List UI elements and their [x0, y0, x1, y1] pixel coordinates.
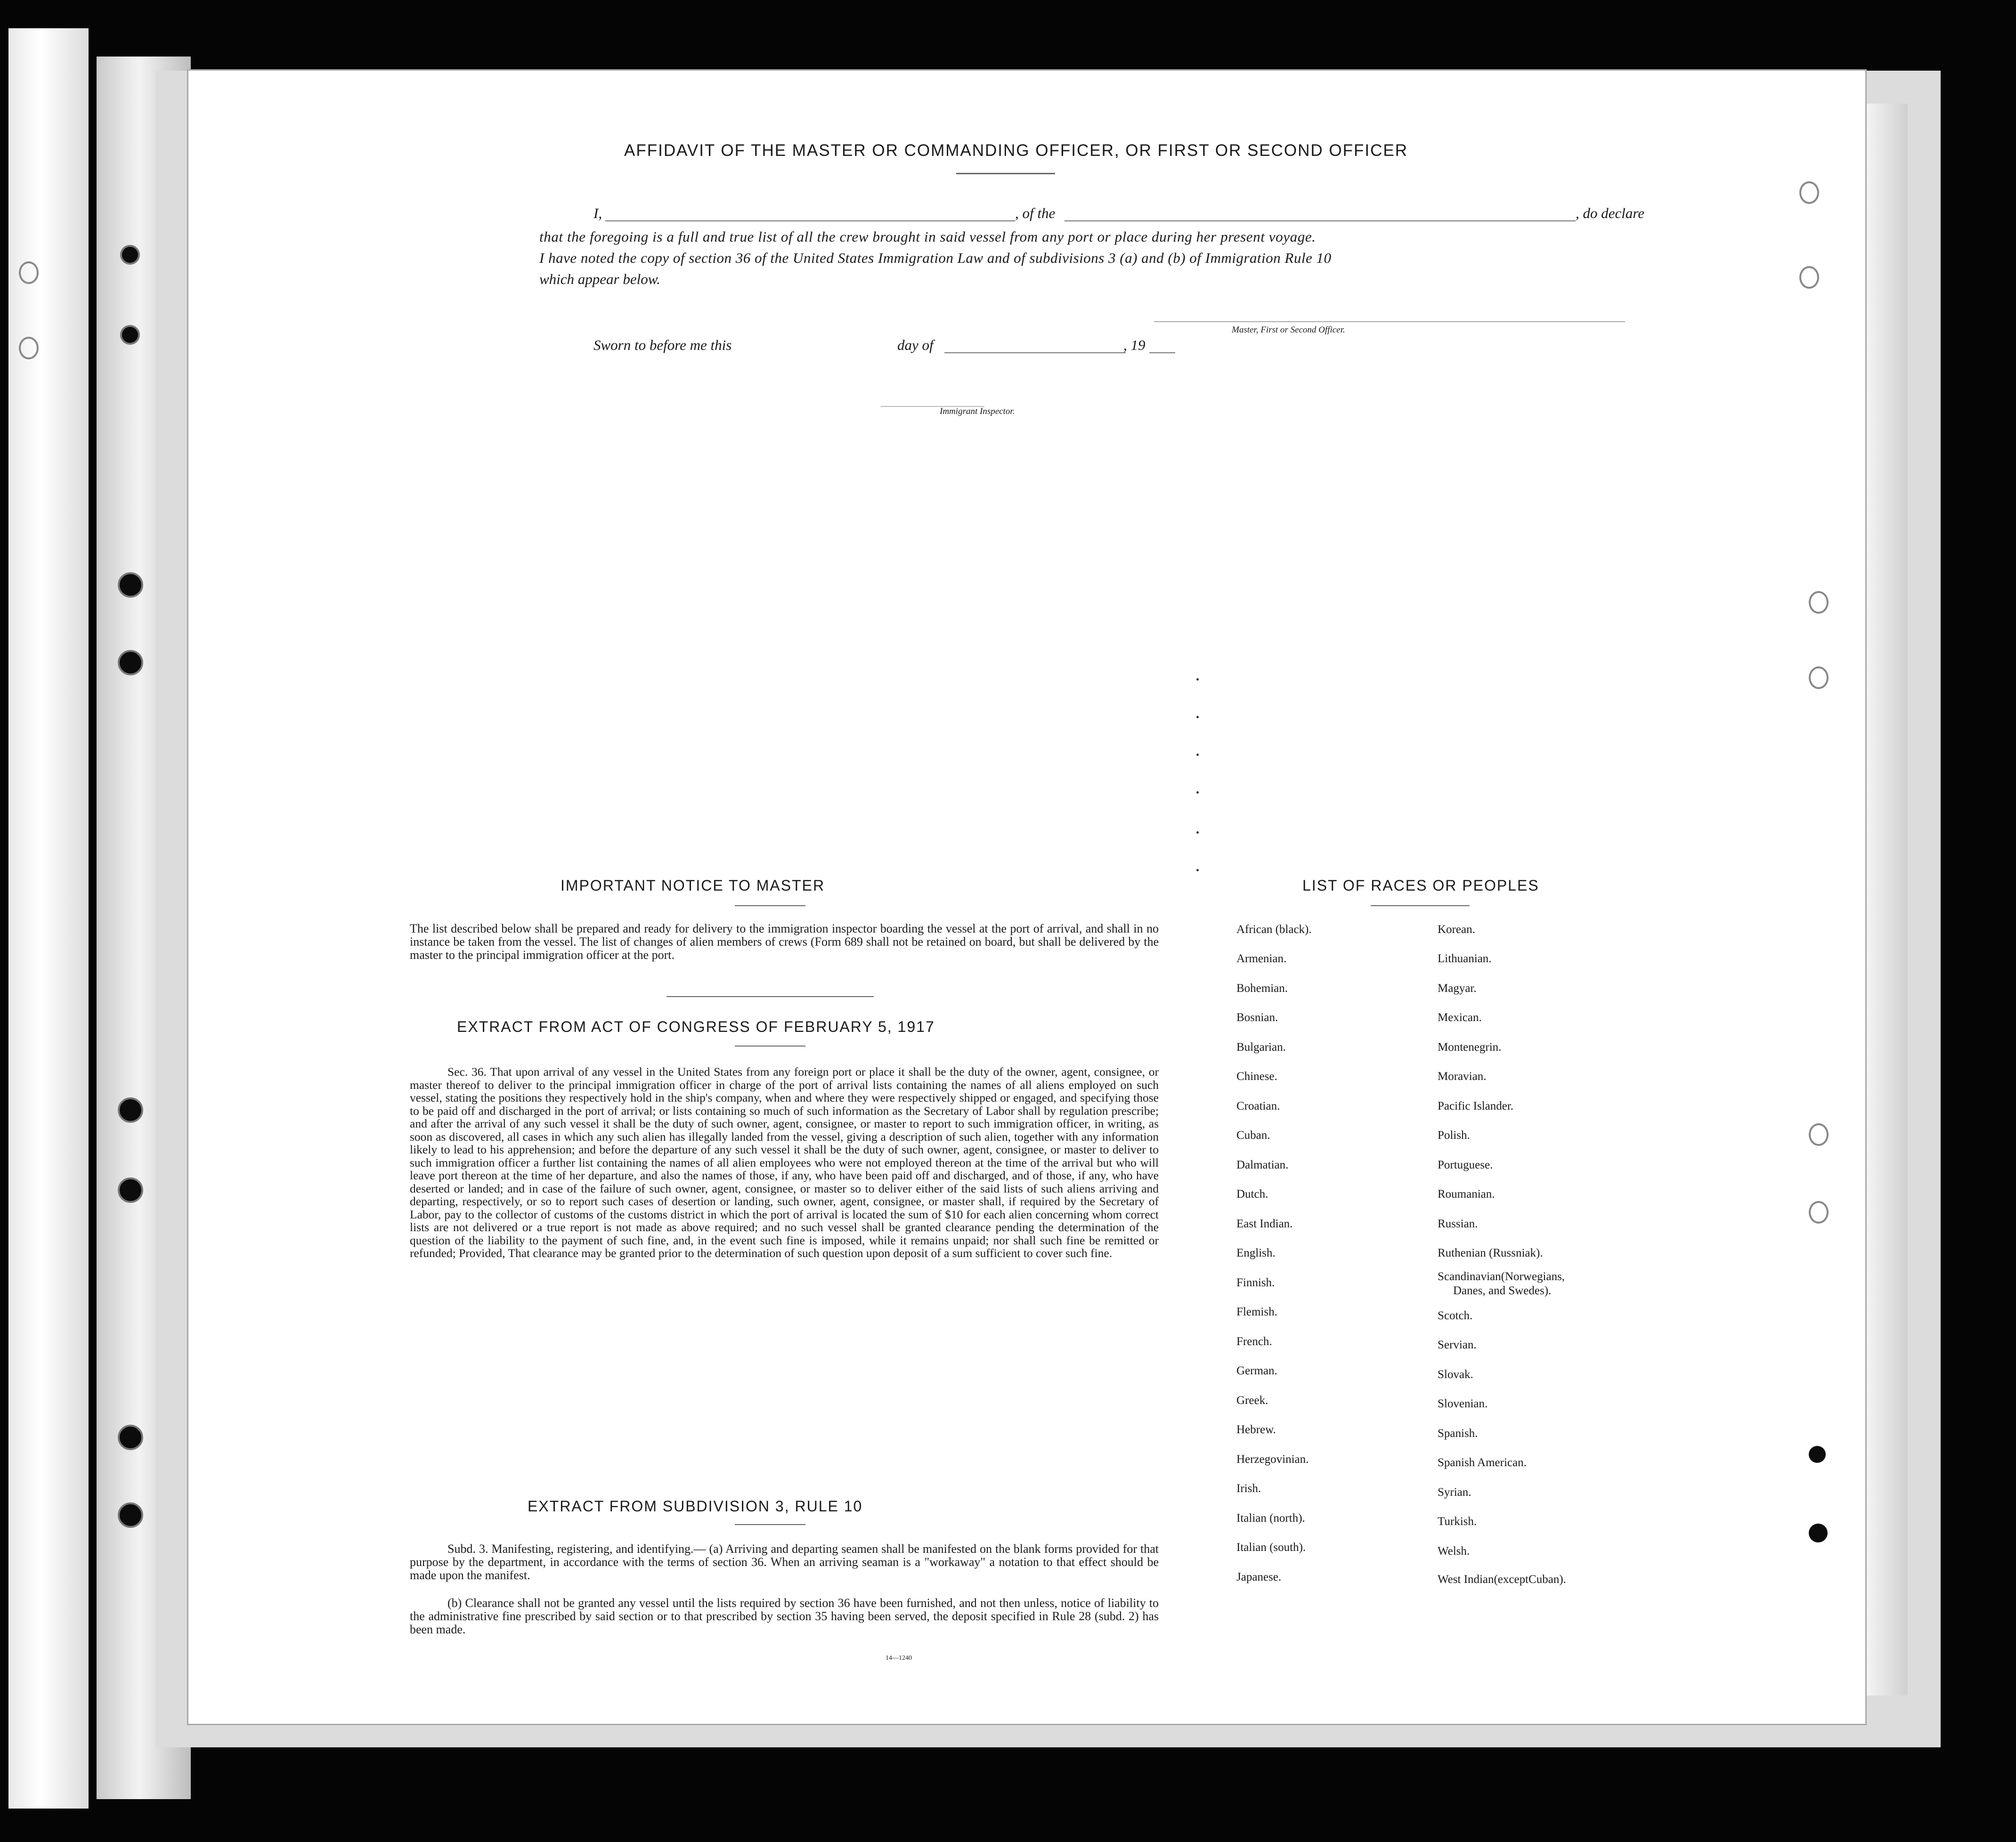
notice-title: IMPORTANT NOTICE TO MASTER — [561, 877, 825, 894]
title-rule — [956, 173, 1055, 174]
race-item: Magyar. — [1438, 982, 1477, 995]
punch-ring — [1809, 666, 1829, 689]
extract-rule-text-a: Subd. 3. Manifesting, registering, and identifying.— (a) Arriving and departing seamen shall be manifested on the blank forms provided for that purpose by the department, in accordance with the terms of section 36. When an arriving seaman is a "workaway" a notation to that effect should be made upon the manifest. — [410, 1542, 1159, 1582]
extract-rule-rule — [735, 1524, 805, 1525]
race-item: Korean. — [1438, 923, 1475, 936]
manifest-page — [188, 71, 1865, 1724]
race-item: Russian. — [1438, 1217, 1478, 1230]
binder-hole — [120, 325, 140, 345]
race-item: Finnish. — [1236, 1276, 1275, 1289]
race-item: Scotch. — [1438, 1309, 1473, 1322]
sworn-label: Sworn to before me this — [593, 337, 732, 353]
race-item: Chinese. — [1236, 1070, 1277, 1083]
punch-hole — [1809, 1446, 1826, 1463]
race-item: Dalmatian. — [1236, 1159, 1289, 1171]
year-label: , 19 — [1123, 337, 1146, 353]
race-item: East Indian. — [1236, 1217, 1293, 1230]
race-item: French. — [1236, 1335, 1272, 1348]
extract-rule-text-b: (b) Clearance shall not be granted any vessel until the lists required by section 36 have been furnished, and not then unless, notice of liability to the administrative fine prescribed by said section or to that prescribed by section 35 having been served, the deposit specified in Rule 28 (subd. 2) has been made. — [410, 1596, 1159, 1636]
binder-hole — [118, 1502, 143, 1528]
race-item: Mexican. — [1438, 1011, 1482, 1024]
race-item: Polish. — [1438, 1129, 1470, 1142]
affidavit-title: AFFIDAVIT OF THE MASTER OR COMMANDING OFFICER, OR FIRST OR SECOND OFFICER — [624, 141, 1408, 160]
binder-strip — [8, 28, 89, 1809]
punch-hole — [1809, 1524, 1828, 1542]
race-item: Scandinavian(Norwegians, — [1438, 1270, 1565, 1283]
race-item: Roumanian. — [1438, 1188, 1495, 1201]
speck — [1196, 716, 1199, 718]
extract-act-rule — [735, 1046, 805, 1047]
punch-ring — [1799, 266, 1819, 289]
race-item: Italian (south). — [1236, 1541, 1306, 1554]
affidavit-line-3: I have noted the copy of section 36 of the United States Immigration Law and of subdivisions 3 (a) and (b) of Immigration Rule 10 — [539, 250, 1332, 266]
speck — [1196, 678, 1199, 681]
race-item: Servian. — [1438, 1339, 1477, 1351]
races-rule — [1371, 905, 1470, 906]
speck — [1196, 831, 1199, 834]
notice-rule — [735, 905, 805, 906]
binder-ring — [19, 261, 39, 284]
race-item: Spanish. — [1438, 1427, 1478, 1440]
vessel-blank — [1065, 220, 1576, 221]
race-item: Hebrew. — [1236, 1423, 1276, 1436]
speck — [1196, 791, 1199, 794]
race-item: English. — [1236, 1247, 1276, 1259]
affidavit-line-2: that the foregoing is a full and true list of all the crew brought in said vessel from any port or place during her present voyage. — [539, 228, 1316, 245]
day-of-label: day of — [897, 337, 934, 353]
race-item: Greek. — [1236, 1394, 1268, 1407]
punch-ring — [1809, 1201, 1829, 1224]
race-item: Portuguese. — [1438, 1159, 1493, 1171]
race-item: Moravian. — [1438, 1070, 1487, 1083]
race-item: Turkish. — [1438, 1515, 1477, 1528]
notice-text: The list described below shall be prepared and ready for delivery to the immigration inspector boarding the vessel at the port of arrival, and shall in no instance be taken from the vessel. The list of changes of alien members of crews (Form 689 shall not be retained on board, but shall be delivered by the master to the principal immigration officer at the port. — [410, 922, 1159, 962]
race-item: Dutch. — [1236, 1188, 1268, 1201]
extract-act-title: EXTRACT FROM ACT OF CONGRESS OF FEBRUARY 5, 1917 — [457, 1018, 935, 1035]
master-signature-label: Master, First or Second Officer. — [1232, 325, 1345, 335]
binder-hole — [120, 245, 140, 265]
race-item: German. — [1236, 1364, 1277, 1377]
race-item: Bohemian. — [1236, 982, 1288, 995]
race-item: Armenian. — [1236, 952, 1287, 965]
binder-hole — [118, 1425, 143, 1450]
notice-bottom-rule — [667, 996, 874, 997]
race-item: Irish. — [1236, 1482, 1261, 1495]
race-item: Slovenian. — [1438, 1397, 1488, 1410]
binder-hole — [118, 1097, 143, 1123]
race-item: Flemish. — [1236, 1306, 1277, 1318]
race-item: Welsh. — [1438, 1545, 1470, 1558]
binder-hole — [118, 650, 143, 675]
name-blank — [605, 220, 1015, 221]
affidavit-do-declare: , do declare — [1576, 205, 1645, 221]
year-blank — [1149, 352, 1175, 353]
race-item: Herzegovinian. — [1236, 1453, 1309, 1466]
affidavit-i-label: I, — [593, 205, 602, 221]
master-signature-line — [1154, 321, 1625, 322]
race-item: Pacific Islander. — [1438, 1100, 1514, 1112]
affidavit-line-4: which appear below. — [539, 271, 660, 287]
form-number: 14—1240 — [886, 1655, 912, 1662]
race-item: Cuban. — [1236, 1129, 1270, 1142]
extract-rule-title: EXTRACT FROM SUBDIVISION 3, RULE 10 — [528, 1498, 863, 1515]
speck — [1196, 754, 1199, 756]
race-item: Bulgarian. — [1236, 1041, 1286, 1054]
race-item: West Indian(exceptCuban). — [1438, 1573, 1566, 1586]
race-item: Japanese. — [1236, 1571, 1282, 1583]
extract-act-text: Sec. 36. That upon arrival of any vessel in the United States from any foreign port or place it shall be the duty of the owner, agent, consignee, or master thereof to deliver to the principal immigration officer in charge of the port of arrival lists containing the names of all aliens employed on such vessel, stating the positions they respectively hold in the ship's company, when and where they were respectively shipped or engaged, and specifying those to be paid off and discharged in the port of arrival; or lists containing so much of such information as the Secretary of Labor shall by regulation prescribe; and after the arrival of any such vessel it shall be the duty of such owner, agent, consignee, or master to report to such immigration officer, in writing, as soon as discovered, all cases in which any such alien has illegally landed from the vessel, giving a description of such alien, together with any information likely to lead to his apprehension; and before the departure of any such vessel it shall be the duty of such owner, agent, consignee, or master to deliver to such immigration officer a further list containing the names of all alien employees who were not employed thereon at the time of the arrival but who will leave port thereon at the time of her departure, and also the names of those, if any, who have been paid off and discharged, and of those, if any, who have deserted or landed; and in case of the failure of such owner, agent, consignee, or master so to deliver either of the said lists of such aliens arriving and departing, respectively, or so to report such cases of desertion or landing, such owner, agent, consignee, or master shall, if required by the Secretary of Labor, pay to the collector of customs of the customs district in which the port of arrival is located the sum of $10 for each alien concerning whom correct lists are not delivered or a true report is not made as above required; and no such vessel shall be granted clearance pending the determination of the question of the liability to the payment of such fine, and, in the event such fine is imposed, while it remains unpaid; nor shall such fine be remitted or refunded; Provided, That clearance may be granted prior to the determination of such question upon deposit of a sum sufficient to cover such fine. — [410, 1065, 1159, 1260]
race-item: Croatian. — [1236, 1100, 1280, 1112]
race-item: Italian (north). — [1236, 1512, 1305, 1525]
inspector-label: Immigrant Inspector. — [940, 406, 1015, 416]
binder-hole — [118, 1177, 143, 1203]
underlying-sheets — [1865, 104, 1908, 1696]
race-item: Ruthenian (Russniak). — [1438, 1247, 1543, 1259]
month-blank — [944, 352, 1126, 353]
speck — [1196, 869, 1199, 871]
punch-ring — [1809, 591, 1829, 614]
race-item: Bosnian. — [1236, 1011, 1278, 1024]
binder-hole — [118, 572, 143, 598]
race-item: Montenegrin. — [1438, 1041, 1502, 1054]
race-item: Lithuanian. — [1438, 952, 1492, 965]
race-item: Syrian. — [1438, 1486, 1471, 1499]
punch-ring — [1799, 181, 1819, 204]
race-item: Slovak. — [1438, 1368, 1473, 1381]
affidavit-of-the: , of the — [1015, 205, 1056, 221]
punch-ring — [1809, 1123, 1829, 1146]
races-title: LIST OF RACES OR PEOPLES — [1302, 877, 1539, 894]
race-item: African (black). — [1236, 923, 1312, 936]
race-item: Spanish American. — [1438, 1456, 1527, 1469]
binder-ring — [19, 337, 39, 359]
race-item: Danes, and Swedes). — [1453, 1284, 1552, 1297]
